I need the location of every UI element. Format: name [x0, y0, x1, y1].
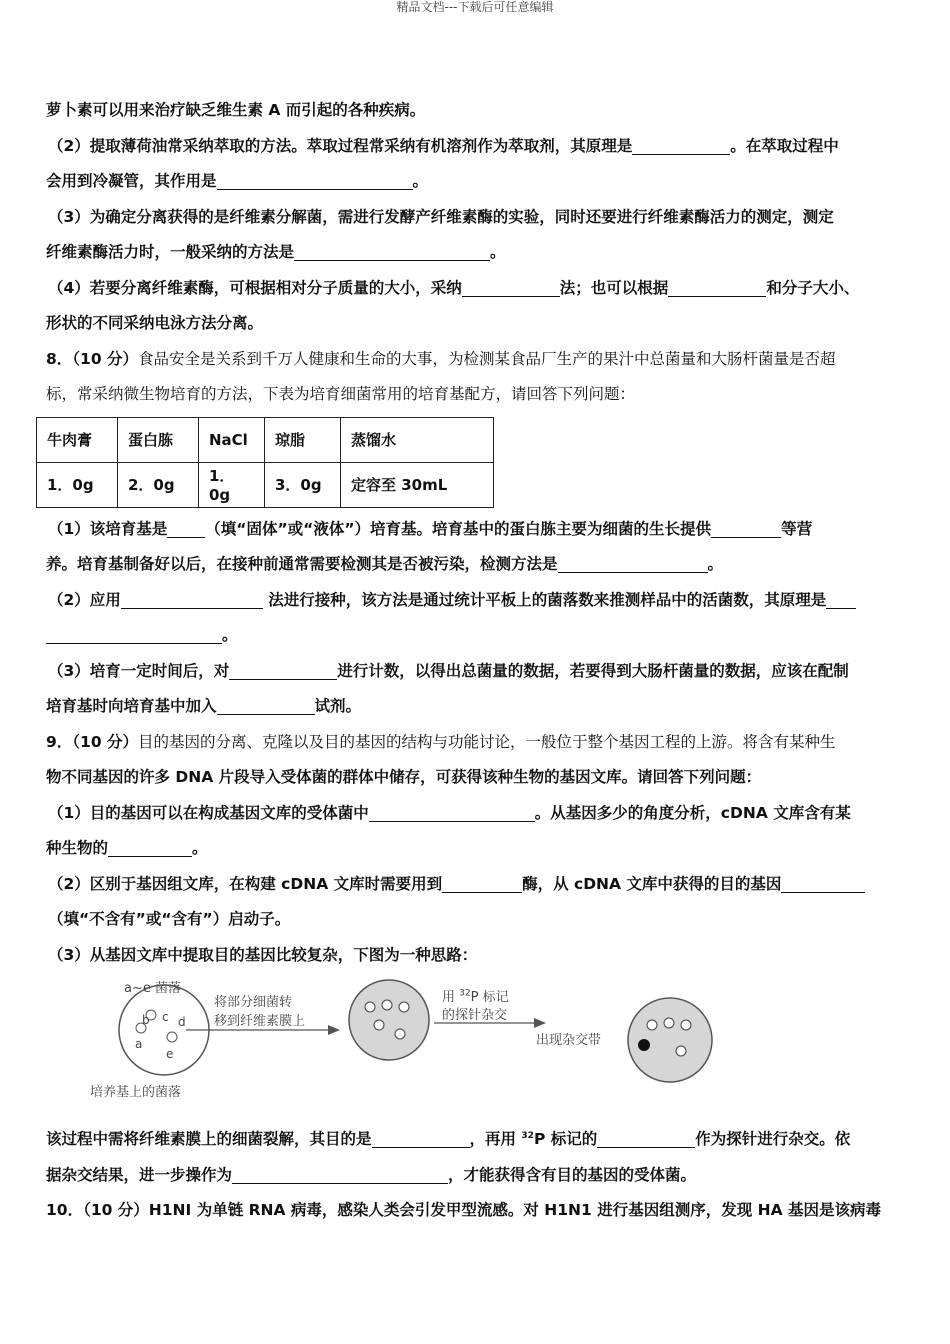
- answer-blank[interactable]: [294, 242, 490, 261]
- answer-blank[interactable]: [462, 278, 560, 297]
- text-line: 会用到冷凝管，其作用是 。: [46, 172, 429, 190]
- text-line: 养。培育基制备好以后，在接种前通常需要检测其是否被污染，检测方法是 。: [46, 555, 724, 573]
- answer-blank[interactable]: [826, 590, 856, 609]
- text-line: （3）为确定分离获得的是纤维素分解菌，需进行发酵产纤维素酶的实验，同时还要进行纤维素酶活力的测定，测定: [48, 207, 834, 226]
- result-label: 出现杂交带: [536, 1033, 602, 1048]
- question-10-heading: 10．（10 分）H1NI 为单链 RNA 病毒，感染人类会引发甲型流感。对 H1N1 进行基因组测序，发现 HA 基因是该病毒: [46, 1201, 881, 1219]
- text-line: （2）区别于基因组文库，在构建 cDNA 文库时需要用到 酶，从 cDNA 文库中获得的目的基因: [46, 867, 908, 903]
- text-line: 纤维素酶活力时，一般采纳的方法是 。: [46, 243, 506, 261]
- colony-letter: a: [135, 1037, 143, 1051]
- answer-blank[interactable]: [232, 1165, 448, 1184]
- plate-label: 培养基上的菌落: [90, 1085, 182, 1100]
- answer-blank[interactable]: [217, 696, 315, 715]
- answer-blank[interactable]: [372, 1129, 470, 1148]
- medium-recipe-table: [36, 417, 494, 508]
- table-header-cell: 蒸馏水: [341, 417, 494, 462]
- table-cell: 1．0g: [199, 462, 265, 507]
- table-header-cell: 琼脂: [265, 417, 341, 462]
- answer-blank[interactable]: [217, 171, 413, 190]
- answer-blank[interactable]: [369, 803, 535, 822]
- answer-blank[interactable]: [558, 554, 708, 573]
- answer-blank[interactable]: [229, 661, 337, 680]
- text-line: 培育基时向培育基中加入 试剂。: [46, 697, 362, 715]
- probe-label-line1: 用 $^{32}$P 标记: [442, 988, 509, 1005]
- table-header-cell: NaCl: [199, 417, 265, 462]
- answer-blank[interactable]: [442, 874, 522, 893]
- text-line: 标，常采纳微生物培育的方法，下表为培育细菌常用的培育基配方，请回答下列问题：: [46, 385, 636, 403]
- answer-blank[interactable]: [121, 590, 263, 609]
- text-line: （3）培育一定时间后，对 进行计数，以得出总菌量的数据，若要得到大肠杆菌量的数据，应该在配制: [48, 661, 849, 680]
- table-cell: 1．0g: [37, 462, 118, 507]
- text-line: 。: [46, 618, 908, 654]
- text-line: 萝卜素可以用来治疗缺乏维生素 A 而引起的各种疾病。: [46, 101, 426, 119]
- answer-blank[interactable]: [597, 1129, 695, 1148]
- question-9-heading: 9．（10 分）目的基因的分离、克隆以及目的基因的结构与功能讨论，一般位于整个基因工程的上游。将含有某种生: [46, 732, 836, 751]
- text-line: 种生物的 。: [46, 839, 208, 857]
- colonies-label: a~e 菌落: [124, 981, 181, 996]
- colony-letter: d: [178, 1015, 186, 1029]
- answer-blank[interactable]: [632, 136, 730, 155]
- probe-label-line2: 的探针杂交: [442, 1008, 508, 1023]
- text-line: （2）提取薄荷油常采纳萃取的方法。萃取过程常采纳有机溶剂作为萃取剂，其原理是 。在萃取过程中: [48, 136, 839, 155]
- text-line: 据杂交结果，进一步操作为 ，才能获得含有目的基因的受体菌。: [46, 1165, 697, 1184]
- colony-letter: e: [166, 1047, 174, 1061]
- question-8-heading: 8．（10 分）食品安全是关系到千万人健康和生命的大事，为检测某食品厂生产的果汁中总菌量和大肠杆菌量是否超: [46, 349, 836, 368]
- text-line: 形状的不同采纳电泳方法分离。: [46, 314, 264, 332]
- library-screening-diagram: [66, 977, 908, 1122]
- page-header: 精品文档---下载后可任意编辑: [396, 0, 554, 14]
- table-header-row: [37, 417, 494, 462]
- table-row: [37, 462, 494, 507]
- text-line: （1）目的基因可以在构成基因文库的受体菌中 。从基因多少的角度分析，cDNA 文库含有某: [48, 803, 851, 822]
- text-line: （2）应用 法进行接种，该方法是通过统计平板上的菌落数来推测样品中的活菌数，其原理是: [46, 583, 908, 619]
- answer-blank[interactable]: [781, 874, 865, 893]
- answer-blank[interactable]: [167, 519, 205, 538]
- transfer-label-line1: 将部分细菌转: [214, 995, 293, 1010]
- table-header-cell: 牛肉膏: [37, 417, 118, 462]
- answer-blank[interactable]: [46, 625, 222, 644]
- document-body: [46, 93, 908, 1229]
- table-cell: 定容至 30mL: [341, 462, 494, 507]
- text-line: （4）若要分离纤维素酶，可根据相对分子质量的大小，采纳 法；也可以根据 和分子大小、: [48, 278, 860, 297]
- table-cell: 2．0g: [118, 462, 199, 507]
- table-header-cell: 蛋白胨: [118, 417, 199, 462]
- colony-letter: c: [162, 1010, 169, 1024]
- text-line: 该过程中需将纤维素膜上的细菌裂解，其目的是 ，再用 $^{32}$P 标记的 作为探针进行杂交。依: [46, 1130, 851, 1148]
- transfer-label-line2: 移到纤维素膜上: [214, 1014, 306, 1029]
- text-line: （3）从基因文库中提取目的基因比较复杂，下图为一种思路：: [48, 945, 478, 964]
- answer-blank[interactable]: [108, 838, 192, 857]
- text-line: 物不同基因的许多 DNA 片段导入受体菌的群体中储存，可获得该种生物的基因文库。请回答下列问题：: [46, 768, 762, 786]
- text-line: （1）该培育基是 （填“固体”或“液体”）培育基。培育基中的蛋白胨主要为细菌的生长提供 等营: [48, 519, 813, 538]
- colony-letter: b: [142, 1013, 150, 1027]
- text-line: （填“不含有”或“含有”）启动子。: [48, 910, 291, 928]
- answer-blank[interactable]: [668, 278, 766, 297]
- table-cell: 3．0g: [265, 462, 341, 507]
- answer-blank[interactable]: [711, 519, 781, 538]
